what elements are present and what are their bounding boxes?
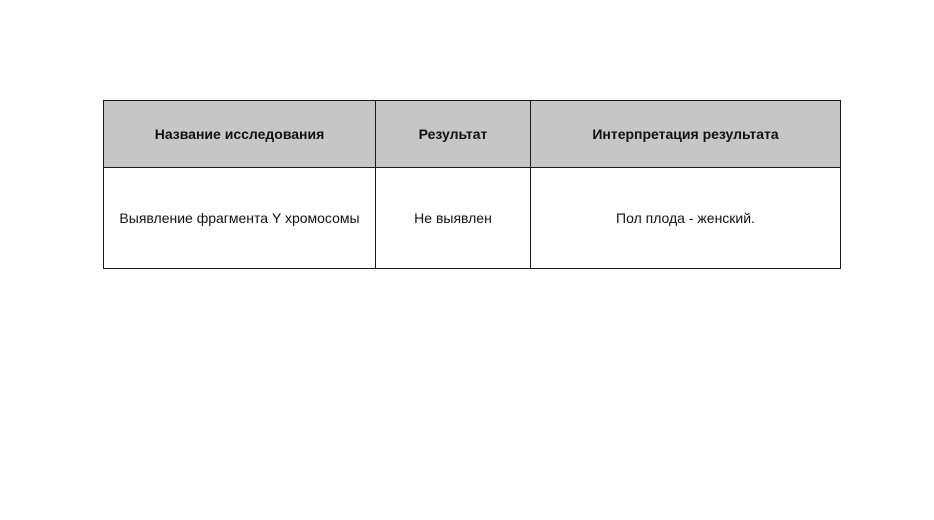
results-table <box>103 100 841 269</box>
table-row <box>104 168 841 269</box>
cell-result: Не выявлен <box>376 168 531 269</box>
table-header-row <box>104 101 841 168</box>
cell-study-name: Выявление фрагмента Y хромосомы <box>104 168 376 269</box>
header-interpretation: Интерпретация результата <box>531 101 841 168</box>
cell-interpretation: Пол плода - женский. <box>531 168 841 269</box>
header-result: Результат <box>376 101 531 168</box>
header-study-name: Название исследования <box>104 101 376 168</box>
